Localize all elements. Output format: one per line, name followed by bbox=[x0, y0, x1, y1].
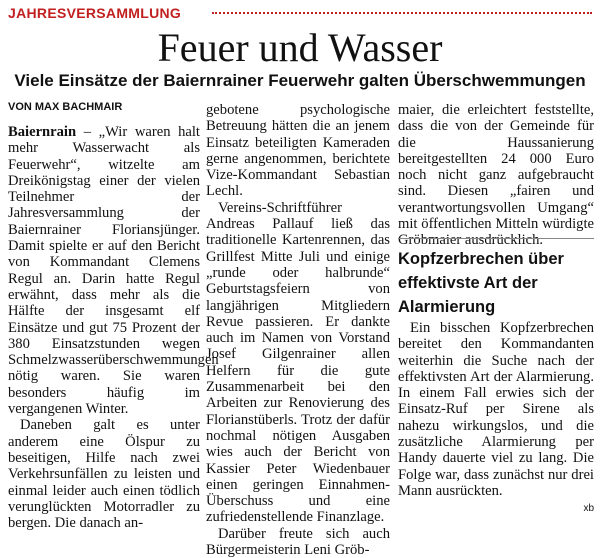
paragraph: Ein bisschen Kopfzerbrechen bereitet den Kommandanten weiterhin die Suche nach der effektivsten Art der Alarmierung. In einem Fall erwies sich der Einsatz-Ruf per Sirene als nahezu wirkungslos, und die zusätzliche Alarmierung per Handy dauerte viel zu lang. Die Folge war, dass zunächst nur drei Mann ausrückten. bbox=[398, 320, 594, 499]
paragraph: Darüber freute sich auch Bürgermeisterin Leni Gröb- bbox=[206, 525, 390, 558]
article-column-3 bbox=[398, 102, 594, 249]
author-signature: xb bbox=[583, 503, 594, 514]
dateline: Baiernrain bbox=[8, 124, 77, 140]
subsection-heading: Kopfzerbrechen über effektivste Art der Alarmierung bbox=[398, 238, 594, 319]
paragraph-text: – „Wir waren halt mehr Wasserwacht als Feuerwehr“, witzelte am Dreikönigstag einer der vielen Teilnehmer der Jahresversammlung der Baiernrainer Floriansjünger. Damit spielte er auf den Bericht von Kommandant Clemens Regul an. Darin hatte Regul erwähnt, dass mehr als die Hälfte der insgesamt elf Einsätze und gut 75 Prozent der 380 Einsatzstunden wegen Schmelzwasserüberschwemmungen nötig waren. Sie waren besonders häufig im vergangenen Winter. bbox=[8, 124, 219, 418]
byline: VON MAX BACHMAIR bbox=[8, 101, 123, 113]
paragraph: gebotene psychologische Betreuung hätten die an jenem Einsatz beteiligten Kameraden gerne angenommen, berichtete Vize-Kommandant Sebastian Lechl. bbox=[206, 102, 390, 200]
subheadline: Viele Einsätze der Baiernrainer Feuerwehr galten Überschwemmungen bbox=[14, 71, 586, 90]
paragraph: Daneben galt es unter anderem eine Ölspur zu beseitigen, Hilfe nach zwei Verkehrsunfällen zu leisten und einmal leider auch einen tödlich verunglückten Motorradler zu bergen. Die danach an- bbox=[8, 417, 200, 532]
paragraph: maier, die erleichtert feststellte, dass die von der Gemeinde für die Haussanierung bereitgestellten 24 000 Euro noch nicht ganz aufgebraucht sind. Diesen „fairen und verantwortungsvollen Umgang“ mit öffentlichen Mitteln würdigte Gröbmaier ausdrücklich. bbox=[398, 102, 594, 249]
paragraph bbox=[8, 124, 219, 418]
paragraph: Vereins-Schriftführer Andreas Pallauf ließ das traditionelle Kartenrennen, das Grillfest Mitte Juli und einige „runde oder halbrunde“ Geburtstagsfeiern von langjährigen Mitgliedern Revue passieren. Er dankte auch im Namen von Vorstand Josef Gilgenrainer allen Helfern für die gute Zusammenarbeit bei den Arbeiten zur Renovierung des Florianstüberls. Trotz der dafür nochmal nötigen Ausgaben wies auch der Bericht von Kassier Peter Wiedenbauer einen geringen Einnahmen-Überschuss und eine zufriedenstellende Finanzlage. bbox=[206, 199, 390, 526]
section-kicker bbox=[8, 2, 592, 24]
article-column-2 bbox=[206, 102, 390, 558]
article-column-3-continued bbox=[398, 320, 594, 510]
article-column-1 bbox=[8, 124, 219, 532]
headline: Feuer und Wasser bbox=[157, 25, 443, 70]
kicker-label: JAHRESVERSAMMLUNG bbox=[8, 5, 182, 21]
kicker-dotted-rule bbox=[212, 12, 592, 14]
